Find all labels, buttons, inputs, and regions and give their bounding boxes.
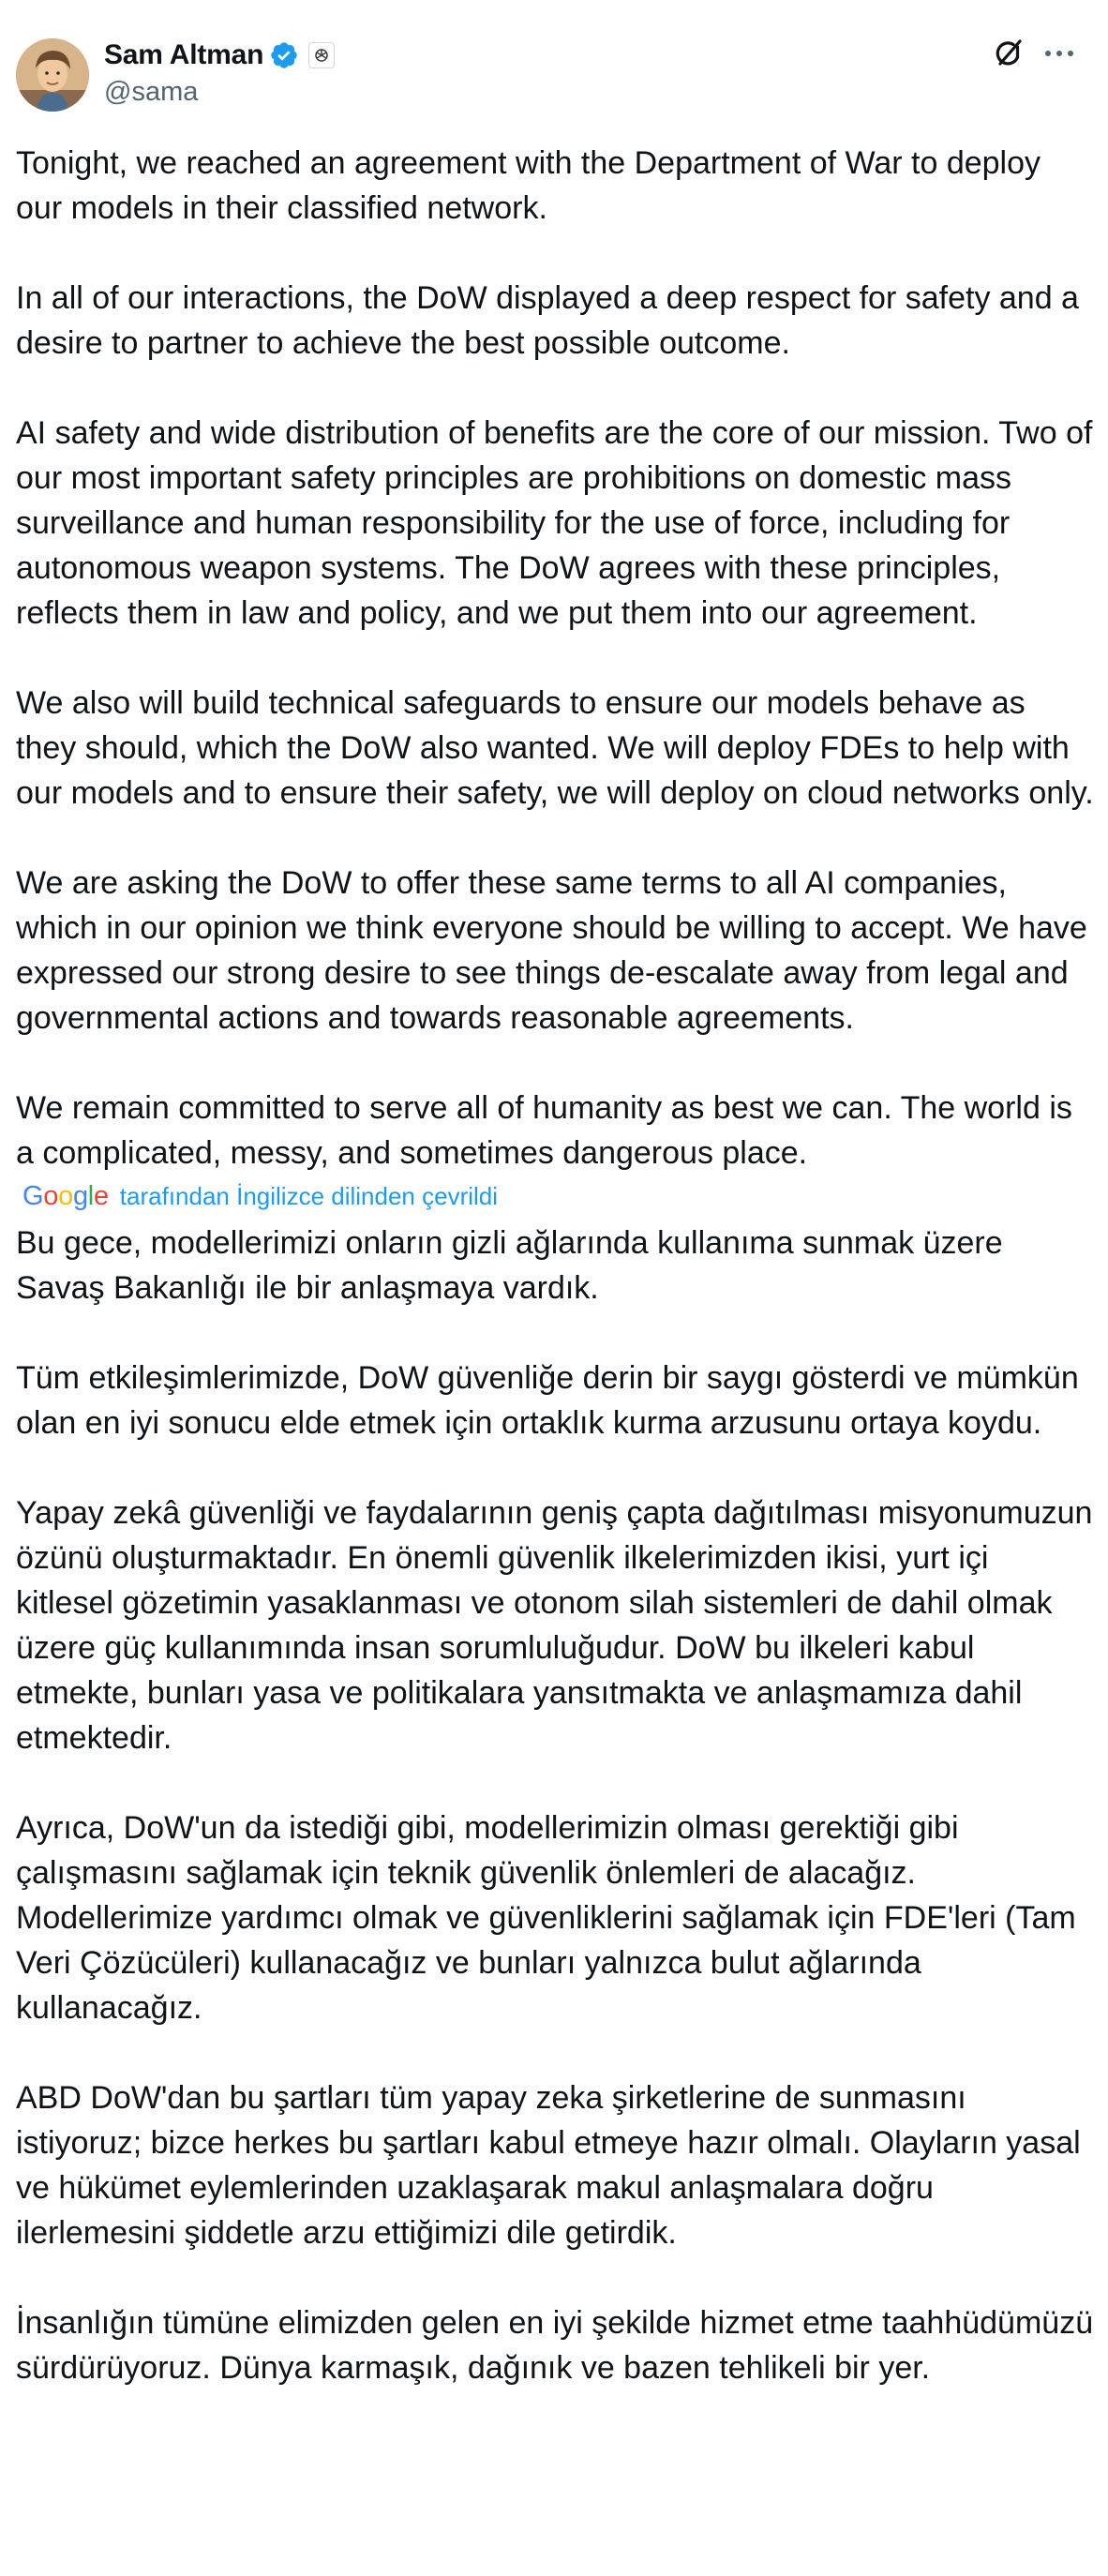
translated-paragraph: ABD DoW'dan bu şartları tüm yapay zeka şirketlerine de sunmasını istiyoruz; bizce herkes bu şartları kabul etmeye hazır olmalı. Olayların yasal ve hükümet eylemlerinden uzaklaşarak makul anlaşmalara doğru ilerlemesini şiddetle arzu ettiğimizi dile getirdik. — [16, 2080, 1081, 2251]
name-row — [104, 37, 335, 73]
translated-paragraph: Tüm etkileşimlerimizde, DoW güvenliğe derin bir saygı gösterdi ve mümkün olan en iyi sonucu elde etmek için ortaklık kurma arzusunu ortaya koydu. — [16, 1360, 1079, 1441]
original-paragraph: We also will build technical safeguards to ensure our models behave as they should, which the DoW also wanted. We will deploy FDEs to help with our models and to ensure their safety, we will deploy on cloud networks only. — [16, 685, 1094, 811]
more-options-icon — [1039, 35, 1080, 72]
original-paragraph: AI safety and wide distribution of benefits are the core of our mission. Two of our most important safety principles are prohibitions on domestic mass surveillance and human responsibility for the use of force, including for autonomous weapon systems. The DoW agrees with these principles, reflects them in law and policy, and we put them into our agreement. — [16, 415, 1093, 631]
translated-paragraph: İnsanlığın tümüne elimizden gelen en iyi şekilde hizmet etme taahhüdümüzü sürdürüyoruz. Dünya karmaşık, dağınık ve bazen tehlikeli bir yer. — [16, 2305, 1094, 2386]
display-name[interactable]: Sam Altman — [104, 39, 264, 70]
tweet-body — [16, 141, 1094, 2435]
grok-button[interactable] — [990, 35, 1027, 72]
google-logo: Google — [22, 1180, 109, 1211]
avatar[interactable] — [16, 38, 89, 112]
openai-logo-icon[interactable] — [308, 42, 335, 68]
original-paragraph: Tonight, we reached an agreement with the Department of War to deploy our models in their classified network. — [16, 145, 1041, 226]
translation-bar — [16, 1172, 1094, 1221]
avatar-photo-icon — [16, 38, 89, 112]
translated-from-link[interactable]: tarafından İngilizce dilinden çevrildi — [119, 1181, 499, 1210]
translated-paragraph: Bu gece, modellerimizi onların gizli ağlarında kullanıma sunmak üzere Savaş Bakanlığı ile bir anlaşmaya vardık. — [16, 1225, 1003, 1306]
tweet-header — [0, 0, 1108, 141]
translated-paragraph: Yapay zekâ güvenliği ve faydalarının geniş çapta dağıtılması misyonumuzun özünü oluşturmaktadır. En önemli güvenlik ilkelerimizden ikisi, yurt içi kitlesel gözetimin yasaklanması ve otonom silah sistemleri de dahil olmak üzere güç kullanımında insan sorumluluğudur. DoW bu ilkeleri kabul etmekte, bunları yasa ve politikalara yansıtmakta ve anlaşmamıza dahil etmektedir. — [16, 1495, 1093, 1756]
original-paragraph: We remain committed to serve all of humanity as best we can. The world is a complicated, messy, and sometimes dangerous place. — [16, 1090, 1072, 1171]
more-options-button[interactable] — [1039, 35, 1080, 72]
grok-icon — [990, 35, 1027, 72]
verified-badge-icon[interactable] — [269, 40, 299, 70]
original-paragraph: In all of our interactions, the DoW displayed a deep respect for safety and a desire to partner to achieve the best possible outcome. — [16, 280, 1079, 361]
handle[interactable]: @sama — [104, 77, 199, 107]
translated-paragraph: Ayrıca, DoW'un da istediği gibi, modellerimizin olması gerektiği gibi çalışmasını sağlamak için teknik güvenlik önlemleri de alacağız. Modellerimize yardımcı olmak ve güvenliklerini sağlamak için FDE'leri (Tam Veri Çözücüleri) kullanacağız ve bunları yalnızca bulut ağlarında kullanacağız. — [16, 1810, 1076, 2026]
original-paragraph: We are asking the DoW to offer these same terms to all AI companies, which in our opinion we think everyone should be willing to accept. We have expressed our strong desire to see things de-escalate away from legal and governmental actions and towards reasonable agreements. — [16, 865, 1087, 1036]
